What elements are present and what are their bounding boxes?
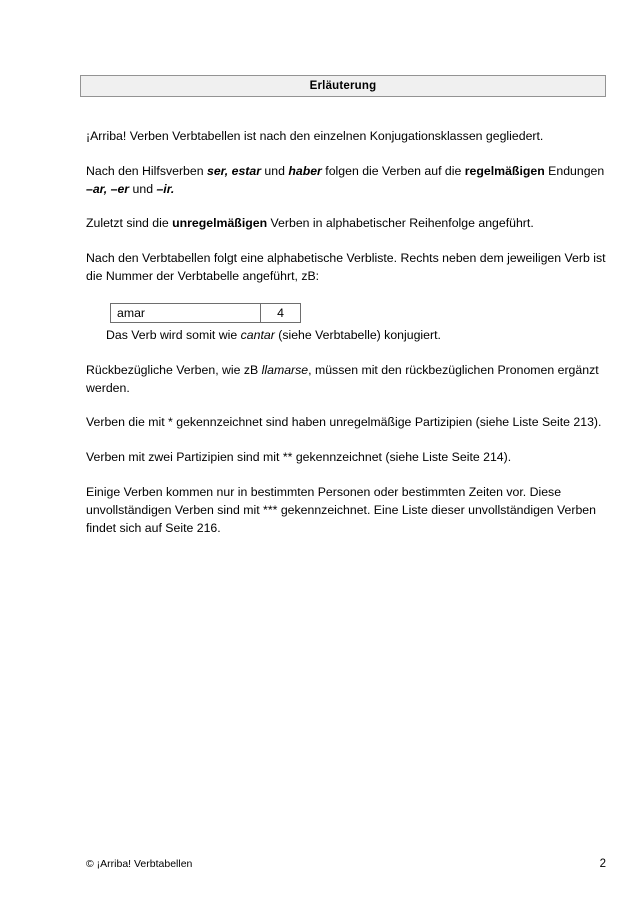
verblist-text: Nach den Verbtabellen folgt eine alphabetische Verbliste. Rechts neben dem jeweiligen Verb ist die Nummer der Verbtabelle angeführt, zB:: [86, 251, 606, 284]
section-header-box: [80, 75, 606, 97]
paragraph-auxiliaries: [86, 163, 606, 199]
page-sheet: [22, 10, 618, 898]
asterisk-three-text: Einige Verben kommen nur in bestimmten Personen oder bestimmten Zeiten vor. Diese unvollständigen Verben sind mit *** gekennzeichnet. Eine Liste dieser unvollständigen Verben findet sich auf Seite 216.: [86, 485, 596, 535]
example-note-emph-cantar: cantar: [240, 327, 275, 342]
example-note-text-1: Das Verb wird somit wie: [106, 327, 241, 342]
aux-text-4: Endungen: [544, 163, 605, 178]
irregular-text-2: Verben in alphabetischer Reihenfolge angeführt.: [267, 216, 534, 231]
aux-text-3: folgen die Verben auf die: [321, 163, 465, 178]
reflexive-text-2: , müssen mit den rückbezüglichen Pronomen ergänzt werden.: [86, 362, 599, 395]
aux-emph-ir: –ir.: [156, 181, 175, 196]
irregular-text-1: Zuletzt sind die: [86, 216, 173, 231]
paragraph-verblist: [86, 250, 606, 286]
asterisk-one-text: Verben die mit * gekennzeichnet sind haben unregelmäßige Partizipien (siehe Liste Seite 213).: [86, 415, 602, 430]
page-footer: [86, 858, 606, 870]
paragraph-reflexive: [86, 362, 606, 398]
document-body: [86, 128, 606, 538]
aux-text-5: und: [129, 181, 157, 196]
paragraph-asterisk-three: [86, 484, 606, 537]
paragraph-intro: [86, 128, 606, 146]
paragraph-intro-text: ¡Arriba! Verben Verbtabellen ist nach den einzelnen Konjugationsklassen gegliedert.: [86, 129, 544, 143]
aux-text-1: Nach den Hilfsverben: [86, 163, 207, 178]
page-number: 2: [599, 858, 606, 870]
paragraph-asterisk-one: [86, 414, 606, 432]
aux-text-2: und: [261, 163, 289, 178]
reflexive-text-1: Rückbezügliche Verben, wie zB: [86, 362, 262, 377]
irregular-emph: unregelmäßigen: [172, 216, 268, 231]
aux-emph-haber: haber: [288, 163, 322, 178]
reflexive-emph-llamarse: llamarse: [261, 362, 309, 377]
example-verb-cell: amar: [111, 303, 261, 322]
table-row: [111, 303, 301, 322]
paragraph-asterisk-two: [86, 449, 606, 467]
example-verb-table: [110, 303, 301, 323]
example-number-cell: 4: [261, 303, 301, 322]
aux-emph-ar-er: –ar, –er: [86, 181, 130, 196]
paragraph-irregular: [86, 215, 606, 233]
page-title: Erläuterung: [309, 80, 377, 92]
aux-emph-regelmaessigen: regelmäßigen: [464, 163, 545, 178]
paragraph-example-note: [106, 327, 606, 345]
aux-emph-ser-estar: ser, estar: [206, 163, 261, 178]
example-note-text-2: (siehe Verbtabelle) konjugiert.: [274, 327, 441, 342]
asterisk-two-text: Verben mit zwei Partizipien sind mit ** gekennzeichnet (siehe Liste Seite 214).: [86, 450, 512, 465]
copyright-notice: © ¡Arriba! Verbtabellen: [86, 858, 193, 870]
